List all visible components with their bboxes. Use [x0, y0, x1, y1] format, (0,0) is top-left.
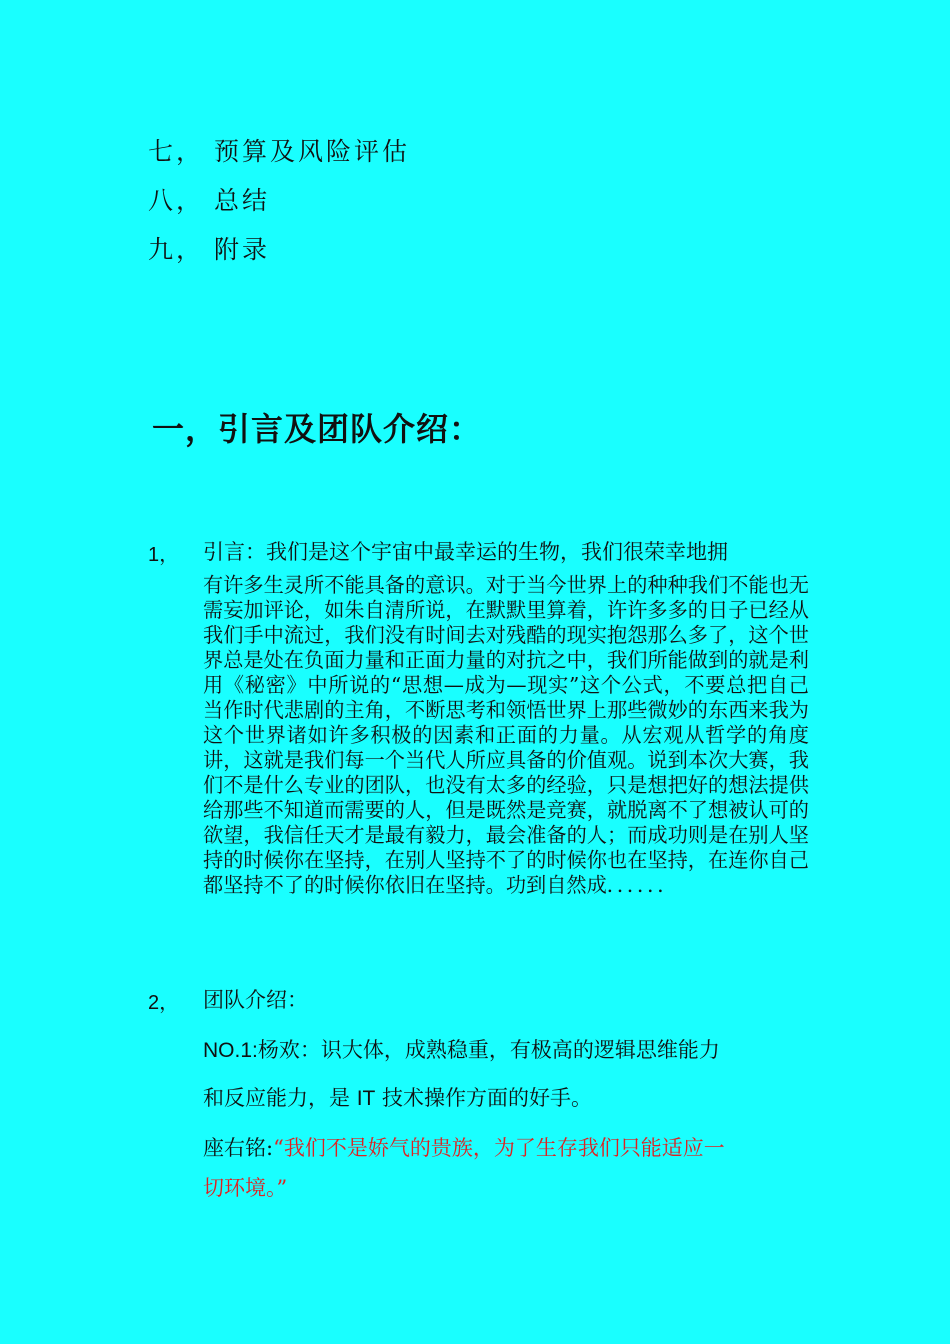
motto-text: “我们不是娇气的贵族，为了生存我们只能适应一: [273, 1136, 725, 1160]
toc-item-label: 总结: [214, 186, 271, 215]
motto-text-cont: 切环境。”: [203, 1176, 288, 1200]
toc-item-label: 预算及风险评估: [214, 137, 411, 166]
member-description-cont-b: 技术操作方面的好手。: [382, 1086, 593, 1110]
toc-item-number: 九，: [148, 235, 205, 264]
team-number: 2，: [148, 992, 180, 1014]
member-intro-line2: [203, 1082, 809, 1112]
toc-item: [148, 230, 410, 279]
member-description: 杨欢：识大体，成熟稳重，有极高的逻辑思维能力: [257, 1038, 720, 1062]
team-title: 团队介绍：: [203, 988, 308, 1012]
section-heading: 一，引言及团队介绍：: [152, 410, 483, 448]
intro-title: 引言：我们是这个宇宙中最幸运的生物，我们很荣幸地拥: [203, 540, 728, 564]
toc-item-number: 八，: [148, 186, 205, 215]
motto-line1: [203, 1132, 809, 1162]
member-description-cont-a: 和反应能力，是: [203, 1086, 350, 1110]
member-tag: NO.1:: [203, 1039, 258, 1062]
toc-item: [148, 132, 410, 181]
intro-number: 1，: [148, 544, 180, 566]
motto-label: 座右铭:: [203, 1136, 274, 1160]
motto-line2: [203, 1172, 809, 1202]
toc-item: [148, 181, 410, 230]
member-intro-line1: [203, 1034, 809, 1064]
toc-item-number: 七，: [148, 137, 205, 166]
toc-item-label: 附录: [214, 235, 271, 264]
intro-body: 有许多生灵所不能具备的意识。对于当今世界上的种种我们不能也无需妄加评论，如朱自清所说，在默默里算着，许许多多的日子已经从我们手中流过，我们没有时间去对残酷的现实抱怨那么多了，这个世界总是处在负面力量和正面力量的对抗之中，我们所能做到的就是利用《秘密》中所说的“思想—成为—现实”这个公式，不要总把自己当作时代悲剧的主角，不断思考和领悟世界上那些微妙的东西来我为这个世界诸如许多积极的因素和正面的力量。从宏观从哲学的角度讲，这就是我们每一个当代人所应具备的价值观。说到本次大赛，我们不是什么专业的团队，也没有太多的经验，只是想把好的想法提供给那些不知道而需要的人，但是既然是竞赛，就脱离不了想被认可的欲望，我信任天才是最有毅力，最会准备的人；而成功则是在别人坚持的时候你在坚持，在别人坚持不了的时候你也在坚持，在连你自己都坚持不了的时候你依旧在坚持。功到自然成．．．．．．: [203, 573, 809, 897]
member-description-it: IT: [356, 1087, 376, 1110]
table-of-contents: [148, 132, 410, 279]
